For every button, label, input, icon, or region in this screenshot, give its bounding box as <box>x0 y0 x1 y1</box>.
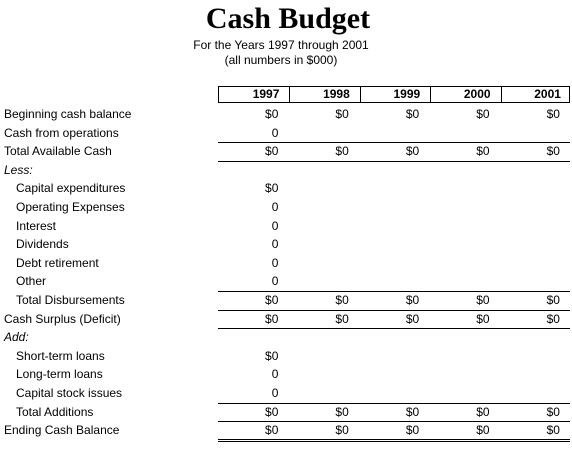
value-cell[interactable]: $0 <box>546 107 560 121</box>
row-label: Debt retirement <box>16 255 99 270</box>
row-label: Total Additions <box>16 404 94 419</box>
value-cell[interactable]: $0 <box>546 144 560 159</box>
row-operating-expenses <box>0 198 572 217</box>
double-underline <box>218 439 570 442</box>
value-cell[interactable]: $0 <box>405 292 420 307</box>
value-cell[interactable]: 0 <box>271 255 279 270</box>
row-label: Ending Cash Balance <box>4 423 120 438</box>
value-cell[interactable]: $0 <box>335 311 349 326</box>
value-cell[interactable]: 0 <box>271 199 279 214</box>
value-cell[interactable]: $0 <box>265 348 279 363</box>
value-cell[interactable]: $0 <box>265 423 279 438</box>
value-cell[interactable]: $0 <box>476 144 490 159</box>
value-cell[interactable]: $0 <box>546 423 560 438</box>
value-cell[interactable]: $0 <box>265 404 279 419</box>
row-less-header <box>0 161 572 180</box>
subtitle-years: For the Years 1997 through 2001 <box>193 38 369 52</box>
year-header-cell[interactable]: 1997 <box>252 87 280 101</box>
value-cell[interactable]: $0 <box>265 144 279 159</box>
value-cell[interactable]: $0 <box>405 311 420 326</box>
subtitle-units: (all numbers in $000) <box>224 53 338 67</box>
row-other <box>0 272 572 291</box>
value-cell[interactable]: 0 <box>271 385 279 400</box>
row-label: Beginning cash balance <box>4 107 132 121</box>
value-cell[interactable]: $0 <box>546 311 560 326</box>
value-cell[interactable]: 0 <box>271 125 279 140</box>
value-cell[interactable]: $0 <box>265 181 279 196</box>
row-label: Capital stock issues <box>16 385 123 400</box>
value-cell[interactable]: 0 <box>271 218 279 233</box>
year-header-cell[interactable]: 1999 <box>360 87 430 102</box>
value-cell[interactable]: $0 <box>476 292 490 307</box>
row-label: Operating Expenses <box>16 199 125 214</box>
budget-table <box>0 105 572 440</box>
row-total-additions <box>0 403 572 422</box>
value-cell[interactable]: $0 <box>476 423 490 438</box>
value-cell[interactable]: 0 <box>271 237 279 252</box>
value-cell[interactable]: $0 <box>265 292 279 307</box>
value-cell[interactable]: $0 <box>405 144 420 159</box>
row-add-header <box>0 328 572 347</box>
row-interest <box>0 217 572 236</box>
value-cell[interactable]: $0 <box>476 107 490 121</box>
value-cell[interactable]: $0 <box>335 404 349 419</box>
value-cell[interactable]: $0 <box>405 404 420 419</box>
row-label: Cash from operations <box>4 125 119 140</box>
row-label: Cash Surplus (Deficit) <box>4 311 121 326</box>
value-cell[interactable]: $0 <box>476 404 490 419</box>
rule-line <box>218 161 570 162</box>
value-cell[interactable]: $0 <box>265 107 279 121</box>
row-label: Short-term loans <box>16 348 105 363</box>
value-cell[interactable]: $0 <box>335 292 349 307</box>
value-cell[interactable]: $0 <box>476 311 490 326</box>
row-short-term-loans <box>0 347 572 366</box>
row-ending-cash-balance <box>0 421 572 440</box>
year-header-cell[interactable]: 2001 <box>501 87 571 102</box>
section-label: Less: <box>4 162 33 177</box>
row-label: Total Disbursements <box>16 292 125 307</box>
value-cell[interactable]: $0 <box>546 292 560 307</box>
page-title: Cash Budget <box>205 2 371 35</box>
year-header-row <box>218 86 570 103</box>
rule-line <box>218 328 570 329</box>
row-total-available-cash <box>0 142 572 161</box>
year-header-cell[interactable]: 2000 <box>430 87 500 102</box>
value-cell[interactable]: $0 <box>405 107 420 121</box>
section-label: Add: <box>4 330 29 345</box>
row-cash-surplus-deficit <box>0 310 572 329</box>
value-cell[interactable]: $0 <box>405 423 420 438</box>
value-cell[interactable]: $0 <box>335 107 349 121</box>
row-label: Other <box>16 274 47 289</box>
value-cell[interactable]: $0 <box>335 423 349 438</box>
row-total-disbursements <box>0 291 572 310</box>
row-dividends <box>0 235 572 254</box>
row-label: Long-term loans <box>16 367 103 382</box>
row-label: Capital expenditures <box>16 181 126 196</box>
row-label: Total Available Cash <box>4 144 112 159</box>
row-cash-from-operations <box>0 124 572 143</box>
row-capital-expenditures <box>0 179 572 198</box>
value-cell[interactable]: $0 <box>335 144 349 159</box>
row-long-term-loans <box>0 365 572 384</box>
row-debt-retirement <box>0 254 572 273</box>
value-cell[interactable]: $0 <box>265 311 279 326</box>
row-label: Dividends <box>16 237 69 252</box>
value-cell[interactable]: 0 <box>271 367 279 382</box>
row-label: Interest <box>16 218 57 233</box>
row-beginning-cash-balance <box>0 105 572 124</box>
row-capital-stock-issues <box>0 384 572 403</box>
year-header-cell[interactable]: 1998 <box>289 87 359 102</box>
value-cell[interactable]: 0 <box>271 274 279 289</box>
value-cell[interactable]: $0 <box>546 404 560 419</box>
